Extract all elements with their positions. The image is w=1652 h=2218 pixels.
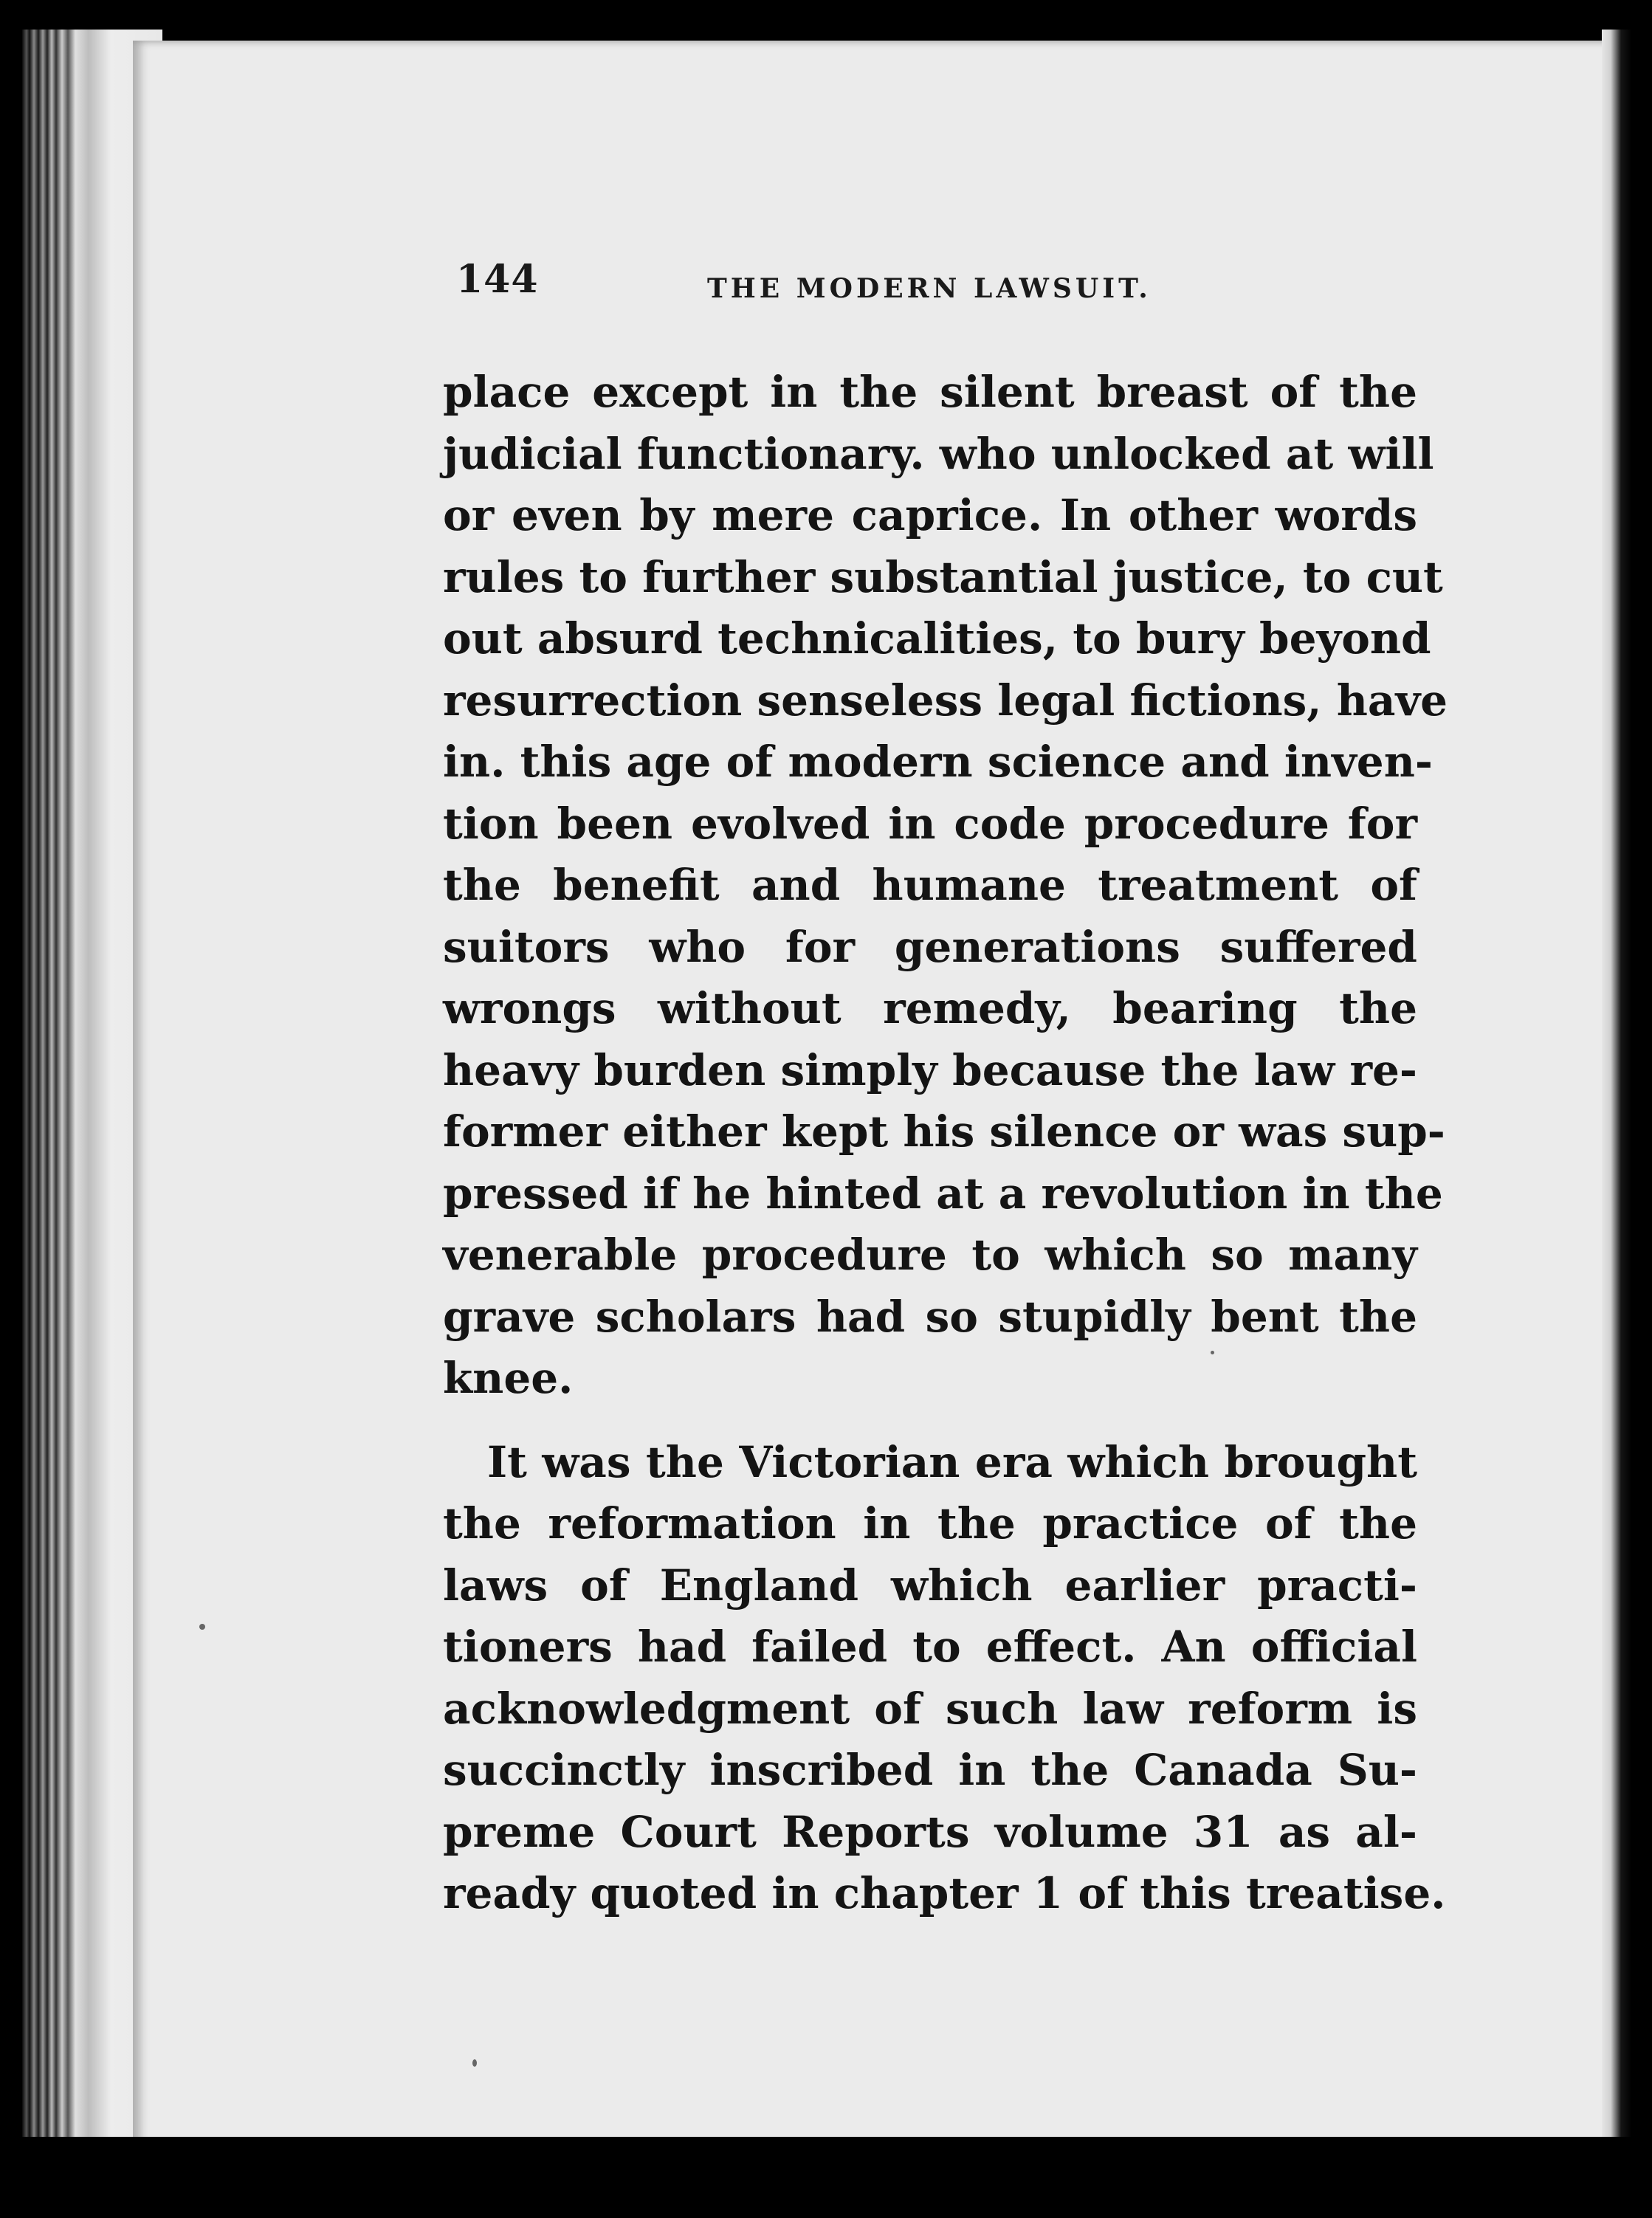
text-line: or even by mere caprice. In other words — [443, 490, 1417, 540]
page-header — [456, 257, 1268, 316]
text-line: venerable procedure to which so many — [443, 1230, 1417, 1280]
text-line: laws of England which earlier practi- — [443, 1560, 1417, 1611]
speck — [199, 1624, 205, 1630]
text-line: preme Court Reports volume 31 as al- — [443, 1806, 1417, 1857]
text-line: succinctly inscribed in the Canada Su- — [443, 1745, 1417, 1795]
text-line: tion been evolved in code procedure for — [443, 798, 1417, 849]
speck — [472, 2059, 477, 2067]
text-line: rules to further substantial justice, to cut — [443, 551, 1443, 602]
text-line: grave scholars had so stupidly bent the — [443, 1291, 1417, 1342]
text-line: It was the Victorian era which brought — [487, 1436, 1417, 1487]
page-number: 144 — [456, 257, 539, 302]
text-line: acknowledgment of such law reform is — [443, 1683, 1417, 1734]
text-line: the benefit and humane treatment of — [443, 860, 1417, 910]
text-line: judicial functionary. who unlocked at will — [443, 428, 1434, 479]
paragraph-2 — [443, 1432, 1446, 1925]
text-line: heavy burden simply because the law re- — [443, 1044, 1417, 1095]
text-line: place except in the silent breast of the — [443, 367, 1417, 417]
paragraph-1 — [443, 362, 1448, 1410]
text-line: wrongs without remedy, bearing the — [443, 983, 1417, 1033]
text-line: tioners had failed to effect. An official — [443, 1622, 1417, 1672]
text-line: out absurd technicalities, to bury beyond — [443, 613, 1431, 664]
body-text — [443, 362, 1448, 1925]
text-line: pressed if he hinted at a revolution in the — [443, 1168, 1443, 1219]
text-line: resurrection senseless legal fictions, have — [443, 675, 1448, 726]
scan-border-bottom — [0, 2137, 1652, 2218]
page-right-edge — [1602, 30, 1652, 2218]
text-line: former either kept his silence or was sup- — [443, 1106, 1445, 1157]
text-line: in. this age of modern science and inven- — [443, 737, 1433, 787]
text-line: knee. — [443, 1353, 574, 1403]
text-line: suitors who for generations suffered — [443, 921, 1417, 972]
text-line: ready quoted in chapter 1 of this treatise. — [443, 1868, 1446, 1918]
running-head: THE MODERN LAWSUIT. — [707, 273, 1152, 304]
text-line: the reformation in the practice of the — [443, 1498, 1417, 1549]
